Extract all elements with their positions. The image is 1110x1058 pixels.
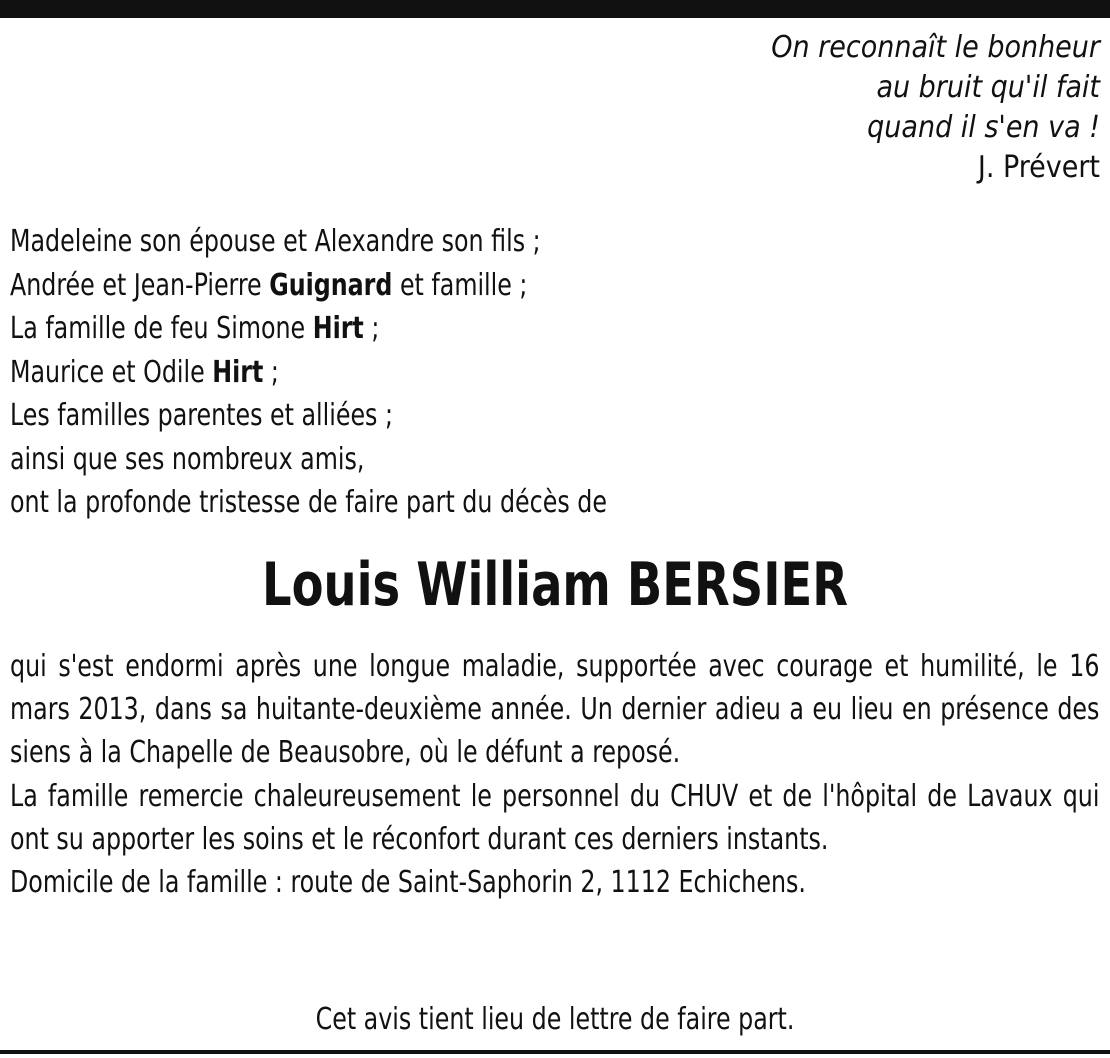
body-paragraph: qui s'est endormi après une longue maladie, supportée avec courage et humilité, le 16 mars 2013, dans sa huitante-deuxième année. Un dernier adieu a eu lieu en présence des siens à la Chapelle de Beausobre, où le défunt a reposé. (10, 649, 1100, 771)
closing-notice: Cet avis tient lieu de lettre de faire part. (315, 1002, 795, 1037)
quote-author: J. Prévert (977, 150, 1100, 185)
family-surname: Guignard (269, 267, 393, 303)
family-surname: Hirt (312, 311, 364, 346)
quote-line: au bruit qu'il fait (876, 70, 1100, 105)
family-line: ont la profonde tristesse de faire part du décès de (10, 485, 607, 520)
quote-line: On reconnaît le bonheur (771, 30, 1100, 65)
body-paragraph: Domicile de la famille : route de Saint-Saphorin 2, 1112 Echichens. (10, 865, 806, 901)
top-border-rule (0, 0, 1110, 18)
obituary-body (10, 645, 1100, 904)
family-line: Les familles parentes et alliées ; (10, 398, 393, 433)
family-line: Maurice et Odile Hirt ; (10, 354, 279, 390)
family-line: ainsi que ses nombreux amis, (10, 441, 365, 477)
bottom-border-rule (0, 1050, 1110, 1054)
family-line: La famille de feu Simone Hirt ; (10, 311, 380, 346)
family-line: Andrée et Jean-Pierre Guignard et famille ; (10, 267, 528, 303)
deceased-name: Louis William BERSIER (262, 550, 848, 620)
epigraph-quote (500, 28, 1100, 188)
quote-line: quand il s'en va ! (867, 110, 1100, 145)
family-surname: Hirt (212, 354, 264, 390)
body-paragraph: La famille remercie chaleureusement le personnel du CHUV et de l'hôpital de Lavaux qui ont su apporter les soins et le réconfort durant ces derniers instants. (10, 778, 1100, 857)
family-announcement (10, 220, 1100, 525)
family-line: Madeleine son épouse et Alexandre son fils ; (10, 224, 541, 259)
